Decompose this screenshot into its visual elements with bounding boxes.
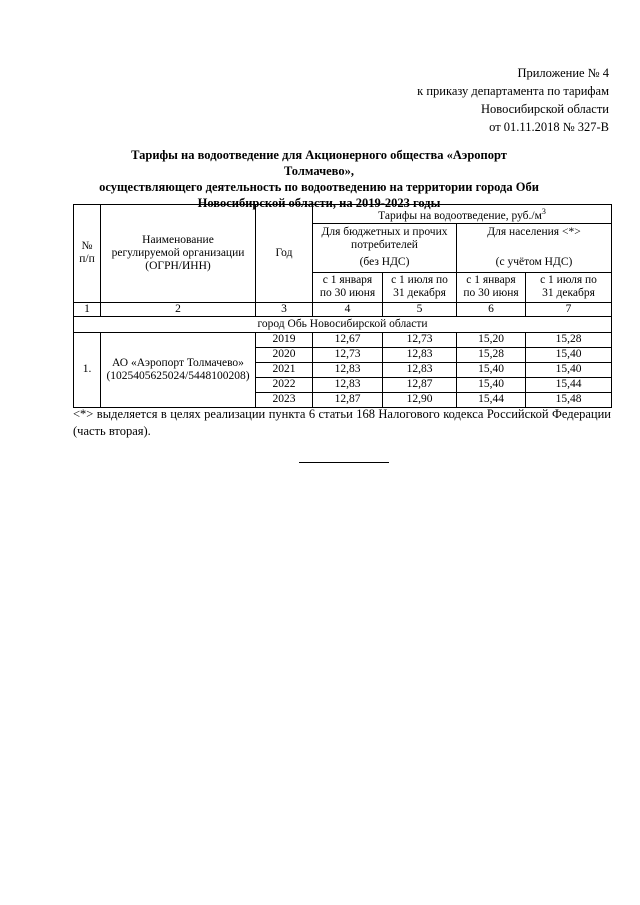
appendix-line-4: от 01.11.2018 № 327-В	[489, 120, 609, 134]
tariff-cell: 12,83	[383, 347, 457, 362]
tariff-cell: 12,83	[383, 362, 457, 377]
header-period-c: с 1 января по 30 июня	[457, 272, 526, 302]
header-period-b: с 1 июля по 31 декабря	[383, 272, 457, 302]
title-line-2: осуществляющего деятельность по водоотведению на территории города Оби	[99, 180, 539, 194]
end-rule	[299, 462, 389, 463]
tariff-cell: 15,40	[526, 362, 612, 377]
col-number: 1	[74, 302, 101, 316]
title-line-1: Тарифы на водоотведение для Акционерного общества «Аэропорт Толмачево»,	[131, 148, 507, 178]
year-cell: 2022	[256, 377, 313, 392]
tariff-cell: 15,40	[457, 377, 526, 392]
year-cell: 2023	[256, 392, 313, 407]
tariff-cell: 12,73	[383, 332, 457, 347]
tariff-cell: 12,83	[313, 377, 383, 392]
tariff-cell: 12,87	[383, 377, 457, 392]
tariff-cell: 15,20	[457, 332, 526, 347]
year-cell: 2020	[256, 347, 313, 362]
tariff-cell: 12,87	[313, 392, 383, 407]
tariff-cell: 12,73	[313, 347, 383, 362]
tariff-cell: 15,28	[526, 332, 612, 347]
col-number: 5	[383, 302, 457, 316]
header-tariffs: Тарифы на водоотведение, $руб./м^3$	[313, 205, 612, 224]
tariff-cell: 12,67	[313, 332, 383, 347]
header-period-a: с 1 января по 30 июня	[313, 272, 383, 302]
appendix-line-1: Приложение № 4	[517, 66, 609, 80]
header-period-d: с 1 июля по 31 декабря	[526, 272, 612, 302]
tariff-cell: 15,44	[526, 377, 612, 392]
org-name: АО «Аэропорт Толмачево» (1025405625024/5448100208)	[101, 332, 256, 407]
tariff-cell: 12,90	[383, 392, 457, 407]
tariff-cell: 15,48	[526, 392, 612, 407]
year-cell: 2019	[256, 332, 313, 347]
appendix-line-2: к приказу департамента по тарифам	[417, 84, 609, 98]
footnote: <*> выделяется в целях реализации пункта 6 статьи 168 Налогового кодекса Российской Федерации (часть вторая).	[73, 407, 611, 438]
col-number: 6	[457, 302, 526, 316]
header-population: Для населения <*> (с учётом НДС)	[457, 223, 612, 272]
header-org: Наименование регулируемой организации (ОГРН/ИНН)	[101, 205, 256, 303]
document-title	[96, 147, 542, 211]
col-number: 7	[526, 302, 612, 316]
header-year: Год	[256, 205, 313, 303]
tariff-cell: 15,44	[457, 392, 526, 407]
appendix-line-3: Новосибирской области	[480, 102, 609, 116]
col-number: 4	[313, 302, 383, 316]
header-num: № п/п	[74, 205, 101, 303]
tariff-cell: 15,28	[457, 347, 526, 362]
col-number: 3	[256, 302, 313, 316]
year-cell: 2021	[256, 362, 313, 377]
row-number: 1.	[74, 332, 101, 407]
city-row: город Обь Новосибирской области	[74, 316, 612, 332]
title-line-3: Новосибирской области, на 2019-2023 годы	[197, 196, 441, 210]
tariff-cell: 15,40	[457, 362, 526, 377]
tariffs-table	[73, 204, 612, 408]
tariff-cell: 12,83	[313, 362, 383, 377]
tariff-cell: 15,40	[526, 347, 612, 362]
header-budget: Для бюджетных и прочих потребителей (без НДС)	[313, 223, 457, 272]
col-number: 2	[101, 302, 256, 316]
appendix-header	[417, 64, 609, 136]
